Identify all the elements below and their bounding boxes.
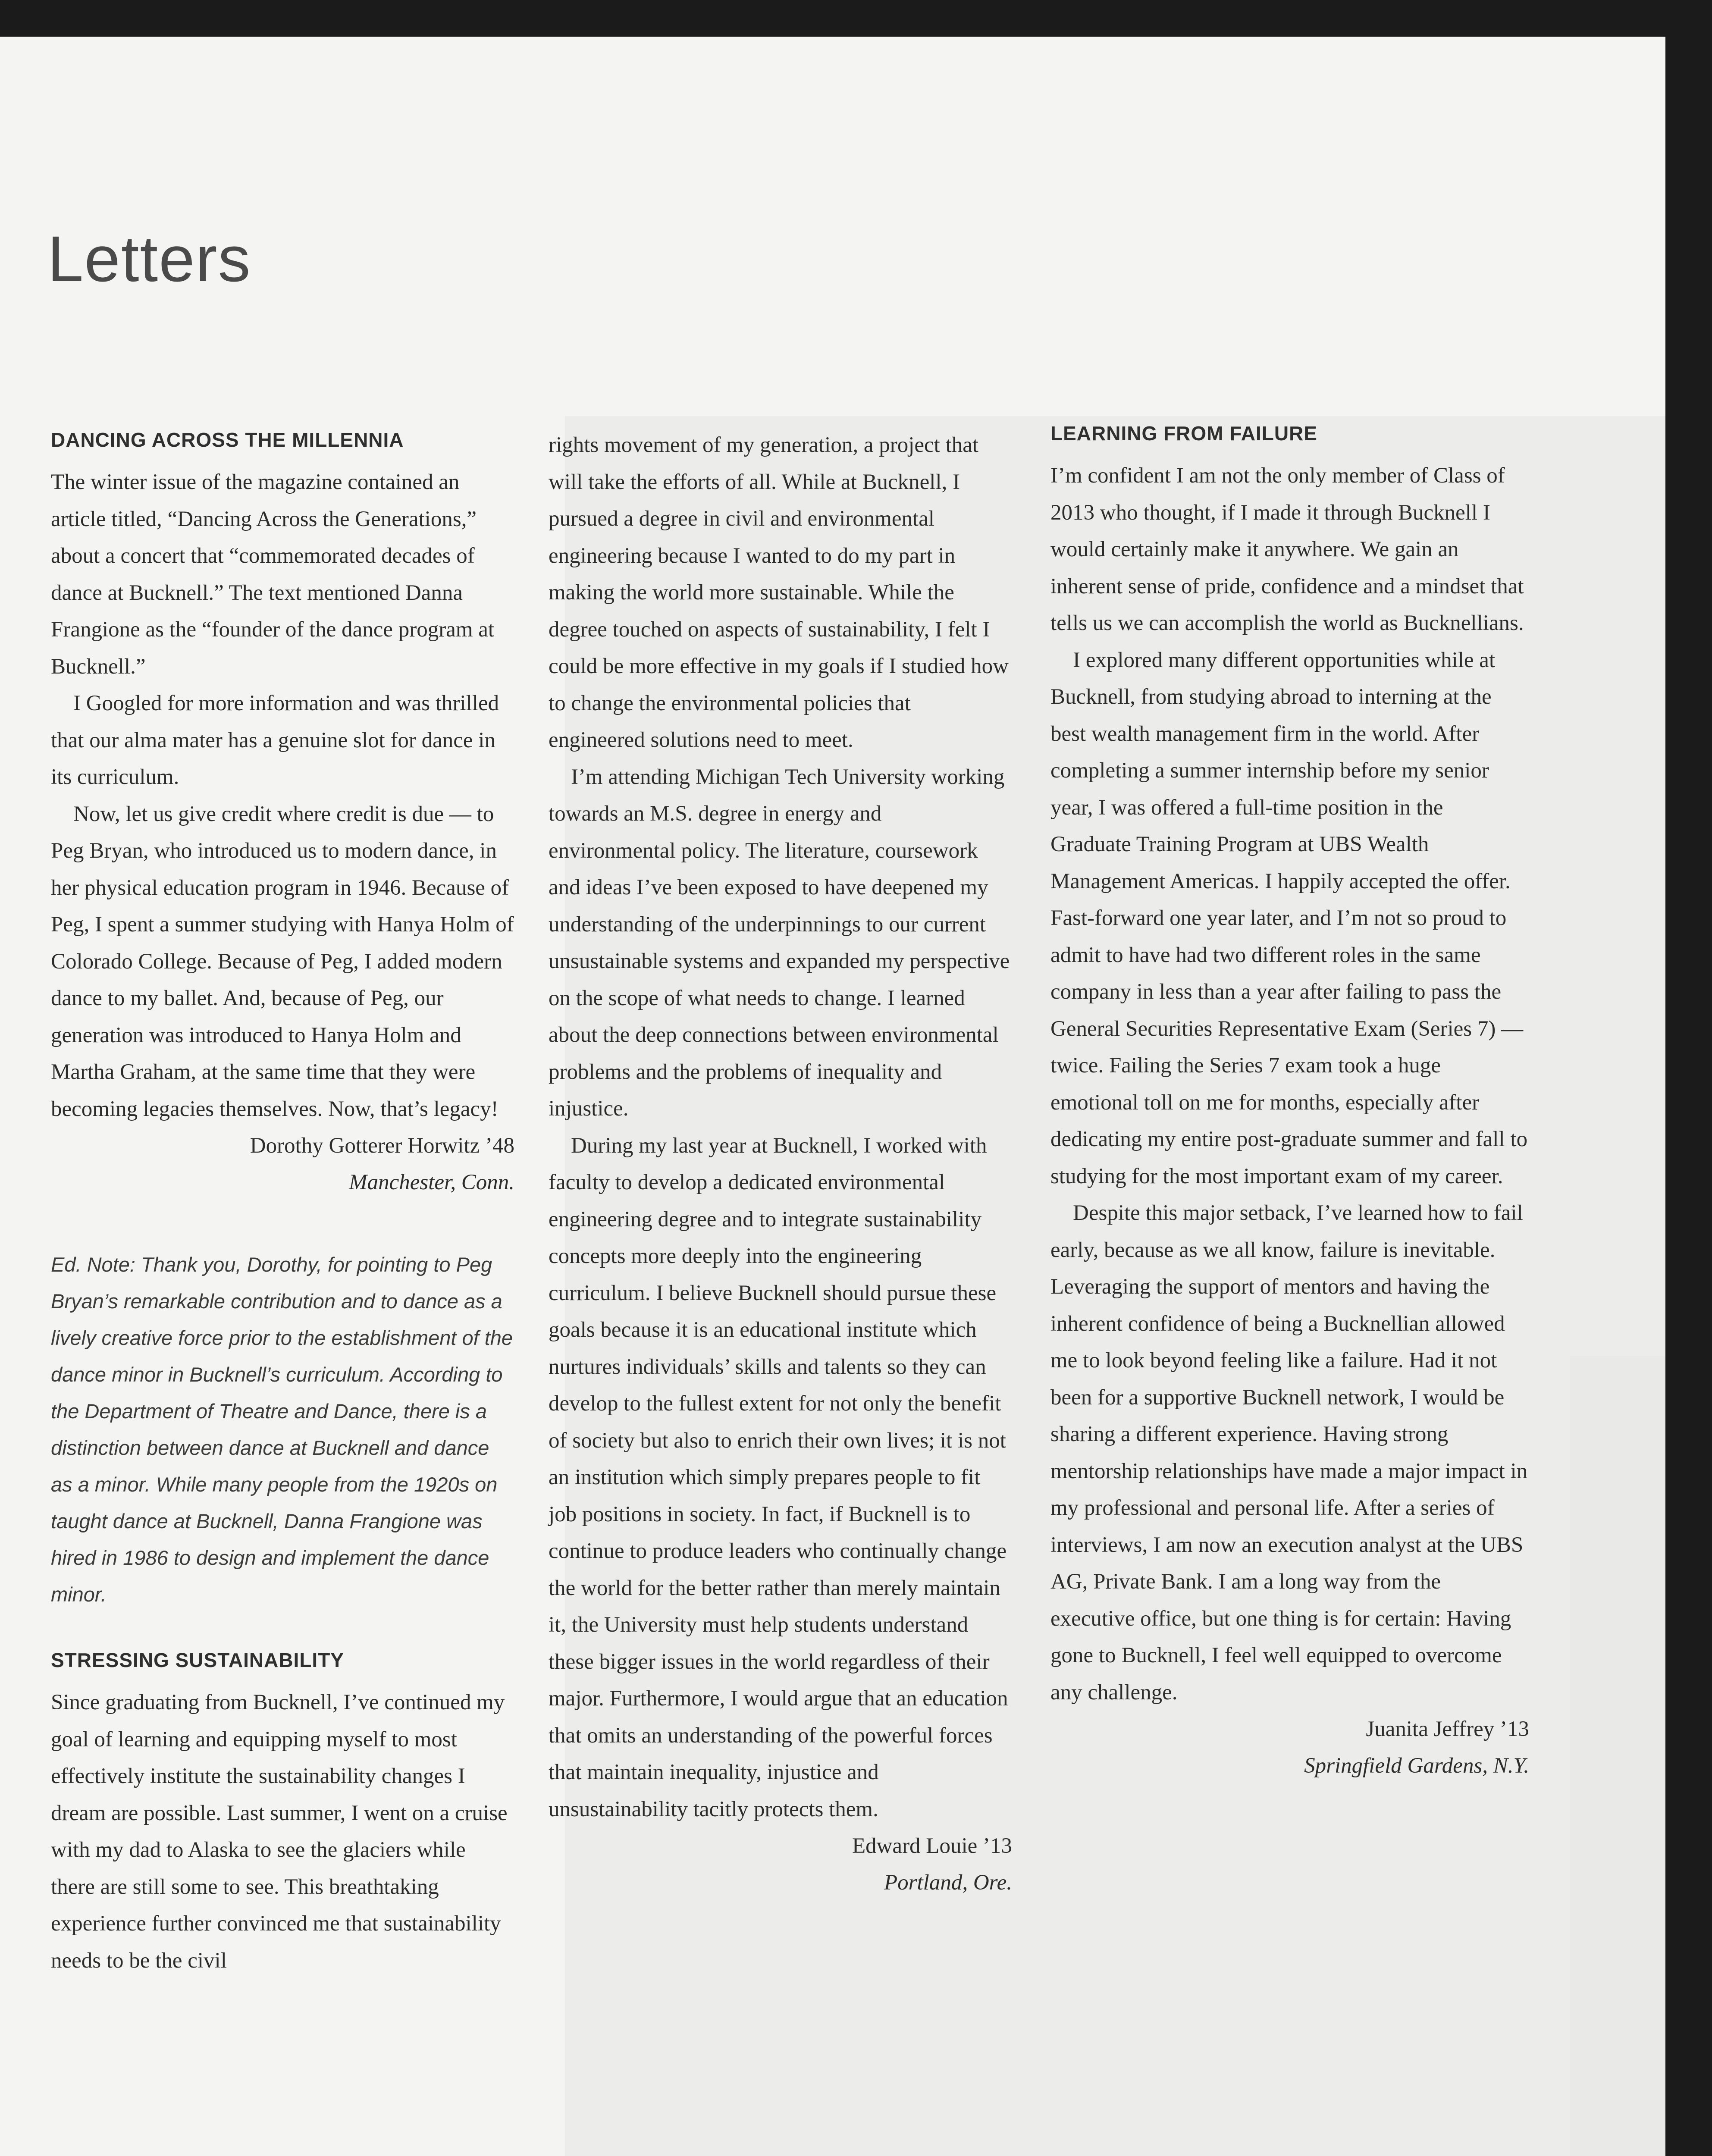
magazine-page <box>0 37 1665 2156</box>
signature-jeffrey <box>1050 1711 1529 1784</box>
signature-louie <box>549 1828 1012 1901</box>
signature-name: Juanita Jeffrey ’13 <box>1366 1717 1529 1741</box>
column-2 <box>549 427 1012 1901</box>
signature-place: Portland, Ore. <box>884 1871 1012 1895</box>
letter-heading-sustainability: STRESSING SUSTAINABILITY <box>51 1649 344 1671</box>
editor-note: Ed. Note: Thank you, Dorothy, for pointing to Peg Bryan’s remarkable contribution and to dance as a lively creative force prior to the establishment of the dance minor in Bucknell’s curriculum. According to the Department of Theatre and Dance, there is a distinction between dance at Bucknell and dance as a minor. While many people from the 1920s on taught dance at Bucknell, Danna Frangione was hired in 1986 to design and implement the dance minor. <box>51 1253 513 1606</box>
letter-paragraph: I’m confident I am not the only member of Class of 2013 who thought, if I made it through Bucknell I would certainly make it anywhere. We gain an inherent sense of pride, confidence and a mindset that tells us we can accomplish the world as Bucknellians. <box>1050 464 1524 635</box>
letter-paragraph: I’m attending Michigan Tech University working towards an M.S. degree in energy and environmental policy. The literature, coursework and ideas I’ve been exposed to have deepened my understanding of the underpinnings to our current unsustainable systems and expanded my perspective on the scope of what needs to change. I learned about the deep connections between environmental problems and the problems of inequality and injustice. <box>549 765 1010 1121</box>
section-title: Letters <box>47 222 251 295</box>
signature-horwitz <box>51 1128 514 1201</box>
signature-place: Springfield Gardens, N.Y. <box>1304 1754 1529 1778</box>
letter-paragraph: Since graduating from Bucknell, I’ve continued my goal of learning and equipping myself to most effectively institute the sustainability changes I dream are possible. Last summer, I went on a cruise with my dad to Alaska to see the glaciers while there are still some to see. This breathtaking experience further convinced me that sustainability needs to be the civil <box>51 1690 508 1973</box>
letter-heading-failure: LEARNING FROM FAILURE <box>1050 422 1317 445</box>
letter-heading-dancing: DANCING ACROSS THE MILLENNIA <box>51 429 404 451</box>
column-1 <box>51 427 514 1979</box>
signature-place: Manchester, Conn. <box>349 1170 514 1194</box>
letter-paragraph: Now, let us give credit where credit is due — to Peg Bryan, who introduced us to modern dance, in her physical education program in 1946. Because of Peg, I spent a summer studying with Hanya Holm of Colorado College. Because of Peg, I added modern dance to my ballet. And, because of Peg, our generation was introduced to Hanya Holm and Martha Graham, at the same time that they were becoming legacies themselves. Now, that’s legacy! <box>51 802 514 1121</box>
letter-paragraph: rights movement of my generation, a project that will take the efforts of all. While at Bucknell, I pursued a degree in civil and environmental engineering because I wanted to do my part in making the world more sustainable. While the degree touched on aspects of sustainability, I felt I could be more effective in my goals if I studied how to change the environmental policies that engineered solutions need to meet. <box>549 433 1009 752</box>
letter-paragraph: The winter issue of the magazine contained an article titled, “Dancing Across the Generations,” about a concert that “commemorated decades of dance at Bucknell.” The text mentioned Danna Frangione as the “founder of the dance program at Bucknell.” <box>51 470 495 679</box>
column-3 <box>1050 420 1529 1784</box>
letter-paragraph: During my last year at Bucknell, I worked with faculty to develop a dedicated environmental engineering degree and to integrate sustainability concepts more deeply into the engineering curriculum. I believe Bucknell should pursue these goals because it is an educational institute which nurtures individuals’ skills and talents so they can develop to the fullest extent for not only the benefit of society but also to enrich their own lives; it is not an institution which simply prepares people to fit job positions in society. In fact, if Bucknell is to continue to produce leaders who continually change the world for the better rather than merely maintain it, the University must help students understand these bigger issues in the world regardless of their major. Furthermore, I would argue that an education that omits an understanding of the powerful forces that maintain inequality, injustice and unsustainability tacitly protects them. <box>549 1133 1008 1821</box>
signature-name: Edward Louie ’13 <box>852 1834 1012 1858</box>
background-panel-edge <box>1570 1356 1665 2156</box>
letter-paragraph: I Googled for more information and was thrilled that our alma mater has a genuine slot for dance in its curriculum. <box>51 691 499 789</box>
signature-name: Dorothy Gotterer Horwitz ’48 <box>250 1134 514 1158</box>
letter-paragraph: Despite this major setback, I’ve learned how to fail early, because as we all know, failure is inevitable. Leveraging the support of mentors and having the inherent confidence of being a Bucknellian allowed me to look beyond feeling like a failure. Had it not been for a supportive Bucknell network, I would be sharing a different experience. Having strong mentorship relationships have made a major impact in my professional and personal life. After a series of interviews, I am now an execution analyst at the UBS AG, Private Bank. I am a long way from the executive office, but one thing is for certain: Having gone to Bucknell, I feel well equipped to overcome any challenge. <box>1050 1201 1528 1705</box>
letter-paragraph: I explored many different opportunities while at Bucknell, from studying abroad to interning at the best wealth management firm in the world. After completing a summer internship before my senior year, I was offered a full-time position in the Graduate Training Program at UBS Wealth Management Americas. I happily accepted the offer. Fast-forward one year later, and I’m not so proud to admit to have had two different roles in the same company in less than a year after failing to pass the General Securities Representative Exam (Series 7) — twice. Failing the Series 7 exam took a huge emotional toll on me for months, especially after dedicating my entire post-graduate summer and fall to studying for the most important exam of my career. <box>1050 648 1528 1188</box>
